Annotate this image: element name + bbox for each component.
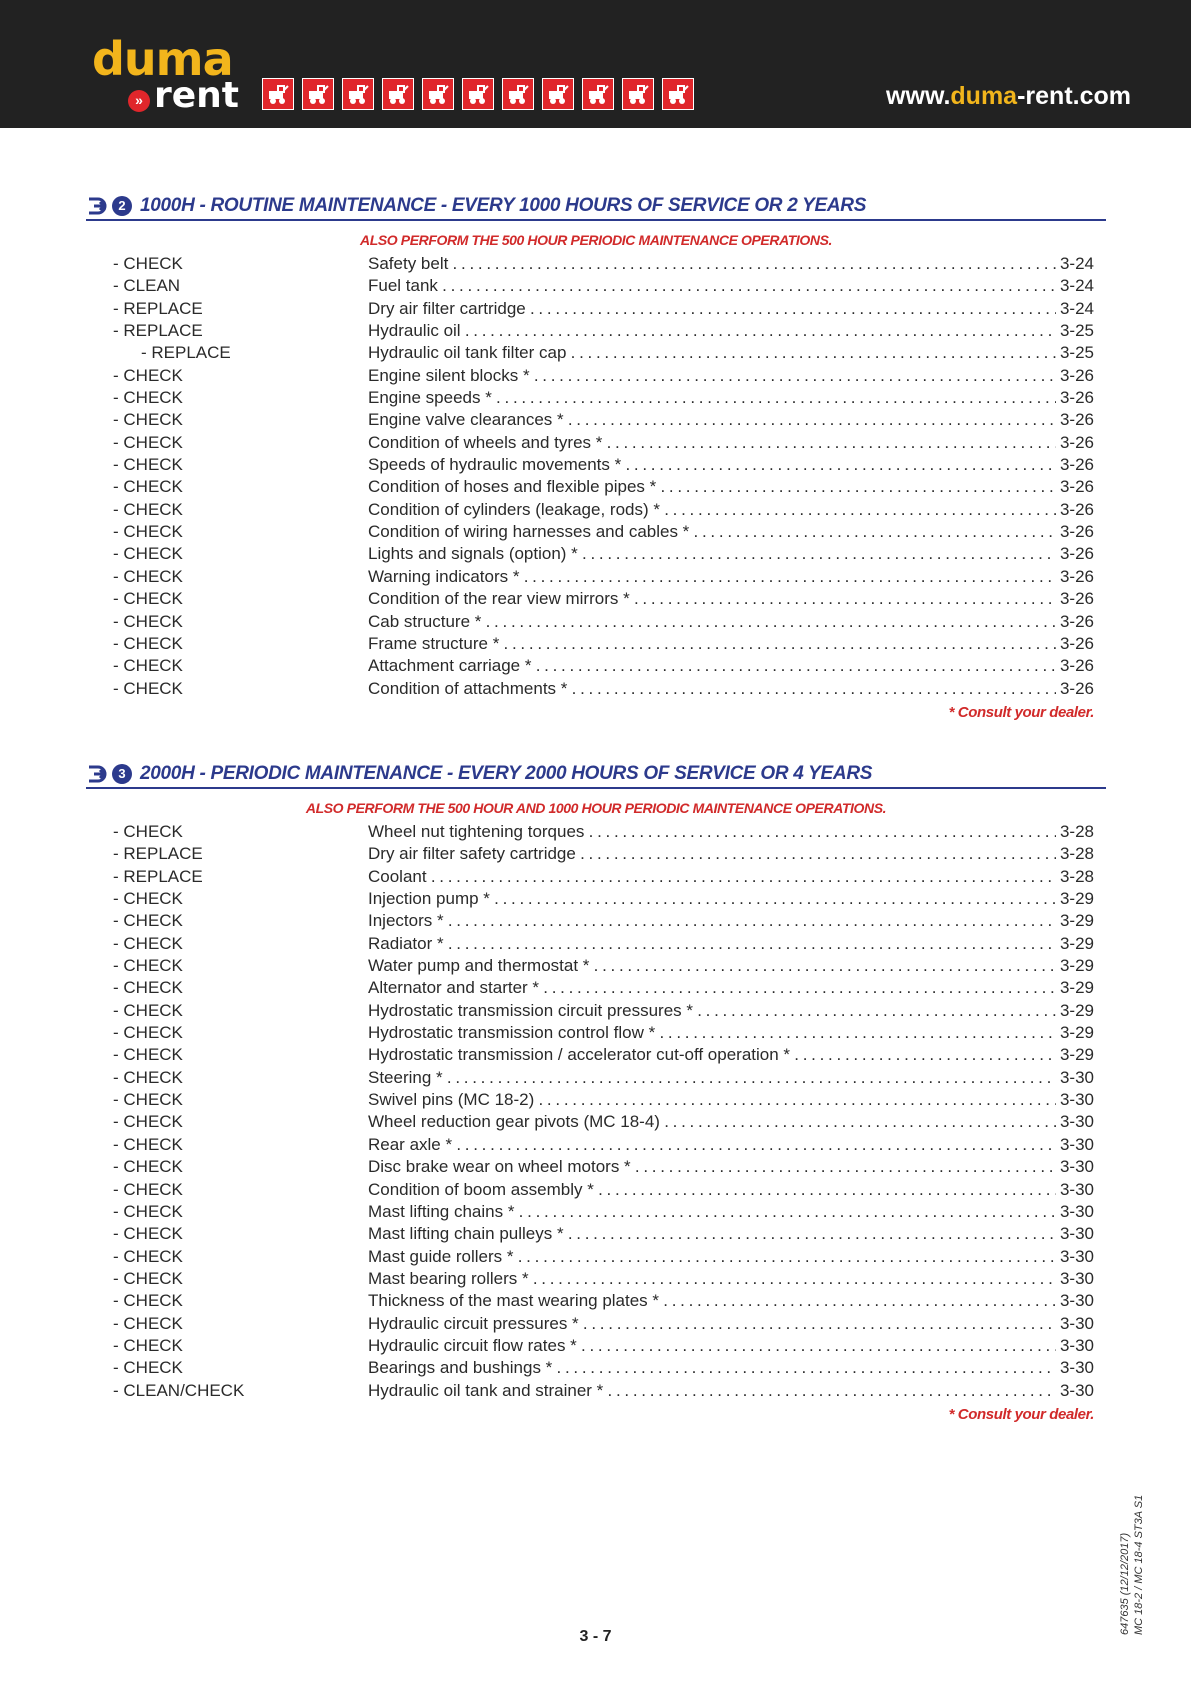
item-label: Rear axle * . . . [368,1134,1056,1156]
action-label: - CHECK [113,1358,183,1378]
action-label: - REPLACE [113,298,203,318]
action-label: - CHECK [113,656,183,676]
action-label: - CHECK [113,432,183,452]
item-label: Condition of boom assembly * . . . [368,1179,1056,1201]
doc-code-date: 647635 (12/12/2017) [1119,1532,1131,1635]
also-perform-note: ALSO PERFORM THE 500 HOUR AND 1000 HOUR PERIODIC MAINTENANCE OPERATIONS. [305,800,887,816]
page-reference: 3-30 [1059,1067,1094,1087]
list-item [86,454,1106,476]
page-reference: 3-30 [1059,1112,1094,1132]
action-label: - CHECK [113,1134,183,1154]
action-label: - CHECK [113,1179,183,1199]
list-item [86,1335,1106,1357]
page-reference: 3-29 [1059,1000,1094,1020]
page-reference: 3-30 [1059,1335,1094,1355]
list-item [86,1380,1106,1402]
page-reference: 3-30 [1059,1201,1094,1221]
item-label: Condition of hoses and flexible pipes * . . . [368,476,1056,498]
item-label: Warning indicators * . . . [368,566,1056,588]
page-reference: 3-28 [1059,866,1094,886]
action-label: - CLEAN [113,276,181,296]
arrow-right-icon [86,763,108,785]
item-label: Hydraulic circuit flow rates * . . . [368,1335,1056,1357]
page-reference: 3-26 [1059,678,1094,698]
item-label: Wheel nut tightening torques . . . [368,821,1056,843]
list-item [86,1000,1106,1022]
item-label: Hydrostatic transmission / accelerator cut-off operation * . . . [368,1044,1056,1066]
page-reference: 3-30 [1059,1291,1094,1311]
maintenance-list [86,821,1106,1402]
item-label: Hydrostatic transmission control flow * . . . [368,1022,1056,1044]
item-label: Attachment carriage * . . . [368,655,1056,677]
scissor-lift-icon [342,78,374,110]
item-label: Cab structure * . . . [368,611,1056,633]
page-reference: 3-26 [1059,432,1094,452]
section-2000h [86,761,1106,1423]
item-label: Condition of the rear view mirrors * . . . [368,588,1056,610]
page-reference: 3-26 [1059,566,1094,586]
item-label: Engine valve clearances * . . . [368,409,1056,431]
page-reference: 3-30 [1059,1268,1094,1288]
website-url[interactable] [886,82,1131,111]
page-reference: 3-29 [1059,911,1094,931]
page-reference: 3-26 [1059,589,1094,609]
item-label: Lights and signals (option) * . . . [368,543,1056,565]
url-prefix: www. [886,82,951,110]
page-reference: 3-26 [1059,656,1094,676]
list-item [86,253,1106,275]
list-item [86,1044,1106,1066]
list-item [86,566,1106,588]
list-item [86,1201,1106,1223]
action-label: - CHECK [113,1000,183,1020]
page-reference: 3-30 [1059,1246,1094,1266]
page-reference: 3-29 [1059,889,1094,909]
action-label: - CHECK [113,1112,183,1132]
document-reference [1118,1495,1146,1635]
action-label: - CHECK [113,933,183,953]
page-reference: 3-29 [1059,956,1094,976]
action-label: - CHECK [113,499,183,519]
list-item [86,1357,1106,1379]
page-reference: 3-26 [1059,365,1094,385]
machine-icon-strip [262,78,694,110]
list-item [86,655,1106,677]
action-label: - CHECK [113,1268,183,1288]
list-item [86,320,1106,342]
page-reference: 3-26 [1059,388,1094,408]
item-label: Frame structure * . . . [368,633,1056,655]
item-label: Speeds of hydraulic movements * . . . [368,454,1056,476]
action-label: - CHECK [113,1246,183,1266]
item-label: Dry air filter cartridge . . . [368,298,1056,320]
item-label: Injection pump * . . . [368,888,1056,910]
list-item [86,678,1106,700]
item-label: Fuel tank . . . [368,275,1056,297]
action-label: - CHECK [113,633,183,653]
page-reference: 3-30 [1059,1380,1094,1400]
list-item [86,275,1106,297]
list-item [86,1179,1106,1201]
list-item [86,1223,1106,1245]
header-bar [0,0,1191,128]
item-label: Safety belt . . . [368,253,1056,275]
url-accent: duma [950,82,1018,110]
list-item [86,499,1106,521]
action-label: - REPLACE [113,321,203,341]
section-number-badge: 3 [112,764,132,784]
action-label: - CHECK [113,956,183,976]
telehandler-icon [382,78,414,110]
forklift-icon [302,78,334,110]
item-label: Hydrostatic transmission circuit pressures * . . . [368,1000,1056,1022]
list-item [86,298,1106,320]
page-reference: 3-28 [1059,822,1094,841]
list-item [86,888,1106,910]
item-label: Radiator * . . . [368,933,1056,955]
item-label: Coolant . . . [368,866,1056,888]
action-label: - REPLACE [141,343,231,363]
list-item [86,588,1106,610]
list-item [86,866,1106,888]
list-item [86,1268,1106,1290]
page-reference: 3-26 [1059,544,1094,564]
list-item [86,432,1106,454]
item-label: Mast lifting chains * . . . [368,1201,1056,1223]
action-label: - CHECK [113,1201,183,1221]
item-label: Injectors * . . . [368,910,1056,932]
list-item [86,342,1106,364]
page-reference: 3-29 [1059,978,1094,998]
action-label: - CHECK [113,544,183,564]
item-label: Disc brake wear on wheel motors * . . . [368,1156,1056,1178]
item-label: Engine speeds * . . . [368,387,1056,409]
action-label: - CHECK [113,1023,183,1043]
list-item [86,1067,1106,1089]
item-label: Hydraulic circuit pressures * . . . [368,1313,1056,1335]
action-label: - CHECK [113,678,183,698]
mini-loader-icon [422,78,454,110]
doc-model: MC 18-2 / MC 18-4 ST3A S1 [1133,1494,1145,1635]
skid-steer-icon [262,78,294,110]
list-item [86,1089,1106,1111]
item-label: Condition of wheels and tyres * . . . [368,432,1056,454]
page-reference: 3-26 [1059,477,1094,497]
action-label: - CHECK [113,1090,183,1110]
action-label: - CHECK [113,388,183,408]
crane-truck-icon [502,78,534,110]
page-reference: 3-30 [1059,1313,1094,1333]
maintenance-list [86,253,1106,700]
action-label: - CHECK [113,1045,183,1065]
list-item [86,843,1106,865]
item-label: Swivel pins (MC 18-2) . . . [368,1089,1056,1111]
section-number-badge: 2 [112,196,132,216]
also-perform-note: ALSO PERFORM THE 500 HOUR PERIODIC MAINTENANCE OPERATIONS. [359,232,833,248]
boom-lift-icon [622,78,654,110]
page-reference: 3-29 [1059,1023,1094,1043]
action-label: - CHECK [113,822,183,841]
list-item [86,521,1106,543]
list-item [86,1246,1106,1268]
item-label: Hydraulic oil tank filter cap . . . [368,342,1056,364]
section-title: 1000H - ROUTINE MAINTENANCE - EVERY 1000 HOURS OF SERVICE OR 2 YEARS [140,195,867,216]
page-reference: 3-30 [1059,1358,1094,1378]
logo-rent-text: rent [154,75,240,116]
list-item [86,409,1106,431]
action-label: - CHECK [113,889,183,909]
list-item [86,476,1106,498]
arrow-right-icon [86,195,108,217]
action-label: - CHECK [113,911,183,931]
action-label: - CHECK [113,589,183,609]
logo-chevron-icon: » [128,90,150,112]
page-reference: 3-30 [1059,1179,1094,1199]
excavator-icon [542,78,574,110]
page-reference: 3-24 [1059,254,1094,273]
action-label: - CHECK [113,1157,183,1177]
item-label: Bearings and bushings * . . . [368,1357,1056,1379]
list-item [86,543,1106,565]
item-label: Condition of attachments * . . . [368,678,1056,700]
action-label: - CLEAN/CHECK [113,1380,245,1400]
page-number: 3 - 7 [579,1628,612,1645]
action-label: - CHECK [113,611,183,631]
list-item [86,387,1106,409]
action-label: - CHECK [113,365,183,385]
item-label: Dry air filter safety cartridge . . . [368,843,1056,865]
list-item [86,1134,1106,1156]
item-label: Thickness of the mast wearing plates * . . . [368,1290,1056,1312]
section-title-bar [86,193,1106,221]
page-reference: 3-30 [1059,1090,1094,1110]
dumper-icon [462,78,494,110]
action-label: - CHECK [113,455,183,475]
list-item [86,955,1106,977]
list-item [86,821,1106,843]
page-reference: 3-30 [1059,1134,1094,1154]
list-item [86,365,1106,387]
action-label: - CHECK [113,1291,183,1311]
action-label: - CHECK [113,410,183,430]
section-1000h [86,193,1106,721]
page-reference: 3-26 [1059,499,1094,519]
page-reference: 3-26 [1059,410,1094,430]
page-reference: 3-26 [1059,522,1094,542]
list-item [86,933,1106,955]
trailer-icon [662,78,694,110]
action-label: - REPLACE [113,866,203,886]
list-item [86,633,1106,655]
item-label: Alternator and starter * . . . [368,977,1056,999]
page-reference: 3-24 [1059,298,1094,318]
list-item [86,1313,1106,1335]
list-item [86,1156,1106,1178]
action-label: - CHECK [113,477,183,497]
page-reference: 3-25 [1059,321,1094,341]
section-title: 2000H - PERIODIC MAINTENANCE - EVERY 2000 HOURS OF SERVICE OR 4 YEARS [140,763,873,784]
page-reference: 3-30 [1059,1157,1094,1177]
url-suffix: -rent.com [1017,82,1131,110]
item-label: Mast lifting chain pulleys * . . . [368,1223,1056,1245]
list-item [86,1111,1106,1133]
page-reference: 3-29 [1059,1045,1094,1065]
list-item [86,611,1106,633]
item-label: Hydraulic oil tank and strainer * . . . [368,1380,1056,1402]
action-label: - CHECK [113,978,183,998]
item-label: Water pump and thermostat * . . . [368,955,1056,977]
page-reference: 3-29 [1059,933,1094,953]
action-label: - CHECK [113,566,183,586]
action-label: - CHECK [113,1313,183,1333]
list-item [86,1290,1106,1312]
action-label: - CHECK [113,1067,183,1087]
item-label: Mast guide rollers * . . . [368,1246,1056,1268]
action-label: - REPLACE [113,844,203,864]
item-label: Condition of cylinders (leakage, rods) * . . . [368,499,1056,521]
action-label: - CHECK [113,1335,183,1355]
page-reference: 3-30 [1059,1224,1094,1244]
action-label: - CHECK [113,522,183,542]
action-label: - CHECK [113,1224,183,1244]
compact-loader-icon [582,78,614,110]
item-label: Condition of wiring harnesses and cables * . . . [368,521,1056,543]
list-item [86,1022,1106,1044]
item-label: Steering * . . . [368,1067,1056,1089]
consult-dealer-note: * Consult your dealer. [948,703,1094,721]
item-label: Hydraulic oil . . . [368,320,1056,342]
section-title-bar [86,761,1106,789]
logo-duma: duma [92,32,233,86]
consult-dealer-note: * Consult your dealer. [948,1405,1094,1423]
page-reference: 3-28 [1059,844,1094,864]
page-reference: 3-25 [1059,343,1094,363]
item-label: Mast bearing rollers * . . . [368,1268,1056,1290]
item-label: Wheel reduction gear pivots (MC 18-4) . . . [368,1111,1056,1133]
list-item [86,977,1106,999]
page-reference: 3-26 [1059,455,1094,475]
page-reference: 3-26 [1059,633,1094,653]
page-reference: 3-26 [1059,611,1094,631]
list-item [86,910,1106,932]
item-label: Engine silent blocks * . . . [368,365,1056,387]
action-label: - CHECK [113,254,183,273]
page-reference: 3-24 [1059,276,1094,296]
